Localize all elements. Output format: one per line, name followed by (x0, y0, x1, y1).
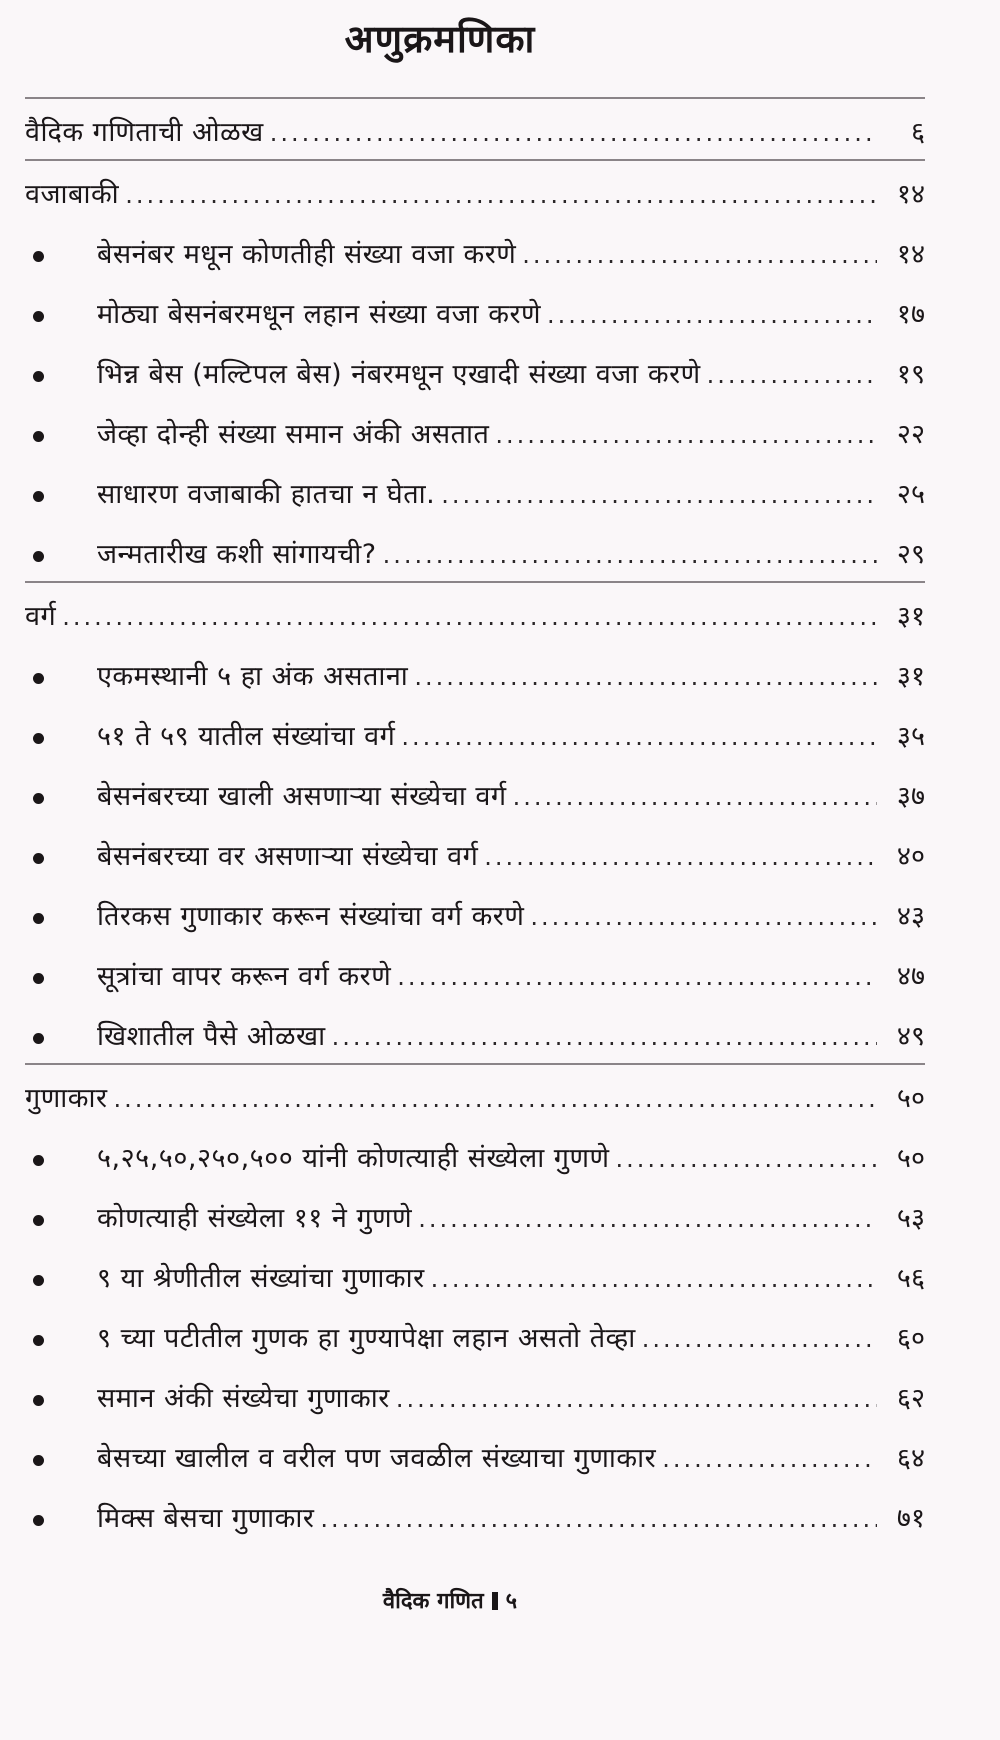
toc-page-number: २९ (896, 539, 925, 570)
toc-entry (25, 763, 925, 823)
footer-page-number: ५ (505, 1589, 518, 1614)
dot-leader (414, 663, 877, 691)
toc-row (97, 1198, 925, 1235)
toc-label: बेसच्या खालील व वरील पण जवळील संख्याचा गुणाकार (97, 1443, 657, 1474)
toc-label: ९ या श्रेणीतील संख्यांचा गुणाकार (97, 1263, 425, 1294)
toc-label: वैदिक गणिताची ओळख (25, 117, 264, 148)
dot-leader (401, 723, 877, 751)
toc-row (25, 1078, 925, 1115)
toc-label: समान अंकी संख्येचा गुणाकार (97, 1383, 390, 1414)
bullet-icon (33, 251, 44, 262)
toc-page-number: ४९ (896, 1021, 925, 1052)
toc-page-number: ५३ (896, 1203, 925, 1234)
toc-row (97, 354, 925, 391)
toc-label: भिन्न बेस (मल्टिपल बेस) नंबरमधून एखादी संख्या वजा करणे (97, 359, 701, 390)
dot-leader (522, 241, 877, 269)
toc-section-heading (25, 581, 925, 643)
toc-label: मिक्स बेसचा गुणाकार (97, 1503, 315, 1534)
toc-label: तिरकस गुणाकार करून संख्यांचा वर्ग करणे (97, 901, 525, 932)
dot-leader (332, 1023, 877, 1051)
dot-leader (418, 1205, 877, 1233)
toc-section-heading (25, 97, 925, 159)
toc-entry (25, 643, 925, 703)
footer-book-title: वैदिक गणित (382, 1589, 484, 1614)
toc-label: जन्मतारीख कशी सांगायची? (97, 539, 377, 570)
toc-label: मोठ्या बेसनंबरमधून लहान संख्या वजा करणे (97, 299, 542, 330)
toc-row (97, 534, 925, 571)
dot-leader (707, 361, 877, 389)
bullet-icon (33, 431, 44, 442)
toc-row (97, 716, 925, 753)
toc-page-number: ६ (910, 117, 925, 148)
toc-page-number: ४० (896, 841, 925, 872)
toc-page-number: १७ (896, 299, 925, 330)
toc-label: ५१ ते ५९ यातील संख्यांचा वर्ग (97, 721, 396, 752)
toc-entry (25, 883, 925, 943)
toc-row (97, 234, 925, 271)
bullet-icon (33, 913, 44, 924)
dot-leader (530, 903, 877, 931)
bullet-icon (33, 1033, 44, 1044)
toc-row (25, 112, 925, 149)
toc-entry (25, 823, 925, 883)
toc-page-number: ५६ (896, 1263, 925, 1294)
toc-page-number: ६४ (896, 1443, 925, 1474)
toc-row (97, 656, 925, 693)
toc-row (97, 1138, 925, 1175)
toc-entry (25, 1245, 925, 1305)
toc-page-number: ५० (896, 1143, 925, 1174)
toc-label: बेसनंबरच्या खाली असणाऱ्या संख्येचा वर्ग (97, 781, 507, 812)
dot-leader (431, 1265, 877, 1293)
toc-row (97, 1318, 925, 1355)
dot-leader (441, 481, 877, 509)
toc-entry (25, 1425, 925, 1485)
toc-row (97, 836, 925, 873)
toc-page-number: ३५ (896, 721, 925, 752)
toc-page-number: ५० (896, 1083, 925, 1114)
bullet-icon (33, 371, 44, 382)
dot-leader (320, 1505, 877, 1533)
toc-label: बेसनंबरच्या वर असणाऱ्या संख्येचा वर्ग (97, 841, 479, 872)
toc-page-number: १४ (896, 239, 925, 270)
toc-row (97, 1016, 925, 1053)
toc-label: साधारण वजाबाकी हातचा न घेता. (97, 479, 436, 510)
bullet-icon (33, 853, 44, 864)
toc-entry (25, 401, 925, 461)
toc-page-number: ३१ (896, 661, 925, 692)
toc-label: ५,२५,५०,२५०,५०० यांनी कोणत्याही संख्येला गुणणे (97, 1143, 610, 1174)
toc-page-number: ३७ (896, 781, 925, 812)
bullet-icon (33, 1215, 44, 1226)
page-title: अणुक्रमणिका (344, 17, 536, 61)
toc-label: खिशातील पैसे ओळखा (97, 1021, 326, 1052)
dot-leader (125, 181, 877, 209)
toc-row (97, 294, 925, 331)
toc-row (97, 1498, 925, 1535)
toc-entry (25, 1003, 925, 1063)
toc-entry (25, 1125, 925, 1185)
dot-leader (114, 1085, 878, 1113)
toc-page-number: ७१ (896, 1503, 925, 1534)
toc-section-heading (25, 1063, 925, 1125)
dot-leader (396, 1385, 877, 1413)
bullet-icon (33, 1455, 44, 1466)
dot-leader (383, 541, 877, 569)
dot-leader (513, 783, 877, 811)
toc-label: एकमस्थानी ५ हा अंक असताना (97, 661, 409, 692)
page-footer (0, 1585, 900, 1615)
toc-entry (25, 1185, 925, 1245)
toc-page-number: ६२ (896, 1383, 925, 1414)
toc-entry (25, 281, 925, 341)
dot-leader (662, 1445, 877, 1473)
dot-leader (484, 843, 877, 871)
toc-label: बेसनंबर मधून कोणतीही संख्या वजा करणे (97, 239, 517, 270)
dot-leader (547, 301, 877, 329)
toc-entry (25, 341, 925, 401)
toc-entry (25, 461, 925, 521)
toc-row (25, 596, 925, 633)
bullet-icon (33, 1275, 44, 1286)
toc-page-number: ३१ (896, 601, 925, 632)
toc-entry (25, 521, 925, 581)
bullet-icon (33, 1515, 44, 1526)
toc-label: वजाबाकी (25, 179, 120, 210)
toc-page-number: २२ (896, 419, 925, 450)
toc-row (97, 1438, 925, 1475)
toc-label: जेव्हा दोन्ही संख्या समान अंकी असतात (97, 419, 490, 450)
bullet-icon (33, 1395, 44, 1406)
bullet-icon (33, 491, 44, 502)
toc-label: गुणाकार (25, 1083, 108, 1114)
toc-page-number: ४३ (896, 901, 925, 932)
dot-leader (397, 963, 877, 991)
toc-label: कोणत्याही संख्येला ११ ने गुणणे (97, 1203, 413, 1234)
bullet-icon (33, 673, 44, 684)
dot-leader (616, 1145, 877, 1173)
dot-leader (495, 421, 877, 449)
bullet-icon (33, 551, 44, 562)
toc-page-number: १९ (896, 359, 925, 390)
bullet-icon (33, 1155, 44, 1166)
toc-page-number: २५ (896, 479, 925, 510)
toc-entry (25, 1305, 925, 1365)
toc-section-heading (25, 159, 925, 221)
toc-row (97, 1258, 925, 1295)
toc-entry (25, 221, 925, 281)
toc-row (97, 896, 925, 933)
toc-row (97, 414, 925, 451)
toc-label: वर्ग (25, 601, 57, 632)
toc-entry (25, 703, 925, 763)
dot-leader (642, 1325, 877, 1353)
toc-row (25, 174, 925, 211)
toc-page-number: ४७ (896, 961, 925, 992)
toc-page-number: ६० (896, 1323, 925, 1354)
toc-entry (25, 1365, 925, 1425)
dot-leader (62, 603, 877, 631)
bullet-icon (33, 1335, 44, 1346)
toc-row (97, 1378, 925, 1415)
toc-entry (25, 943, 925, 1003)
bullet-icon (33, 973, 44, 984)
toc-row (97, 474, 925, 511)
toc-page-number: १४ (896, 179, 925, 210)
toc-row (97, 776, 925, 813)
bullet-icon (33, 793, 44, 804)
table-of-contents (25, 97, 925, 1545)
toc-row (97, 956, 925, 993)
toc-label: ९ च्या पटीतील गुणक हा गुण्यापेक्षा लहान असतो तेव्हा (97, 1323, 636, 1354)
bullet-icon (33, 311, 44, 322)
dot-leader (270, 119, 877, 147)
footer-separator (492, 1592, 498, 1610)
toc-label: सूत्रांचा वापर करून वर्ग करणे (97, 961, 392, 992)
bullet-icon (33, 733, 44, 744)
toc-entry (25, 1485, 925, 1545)
